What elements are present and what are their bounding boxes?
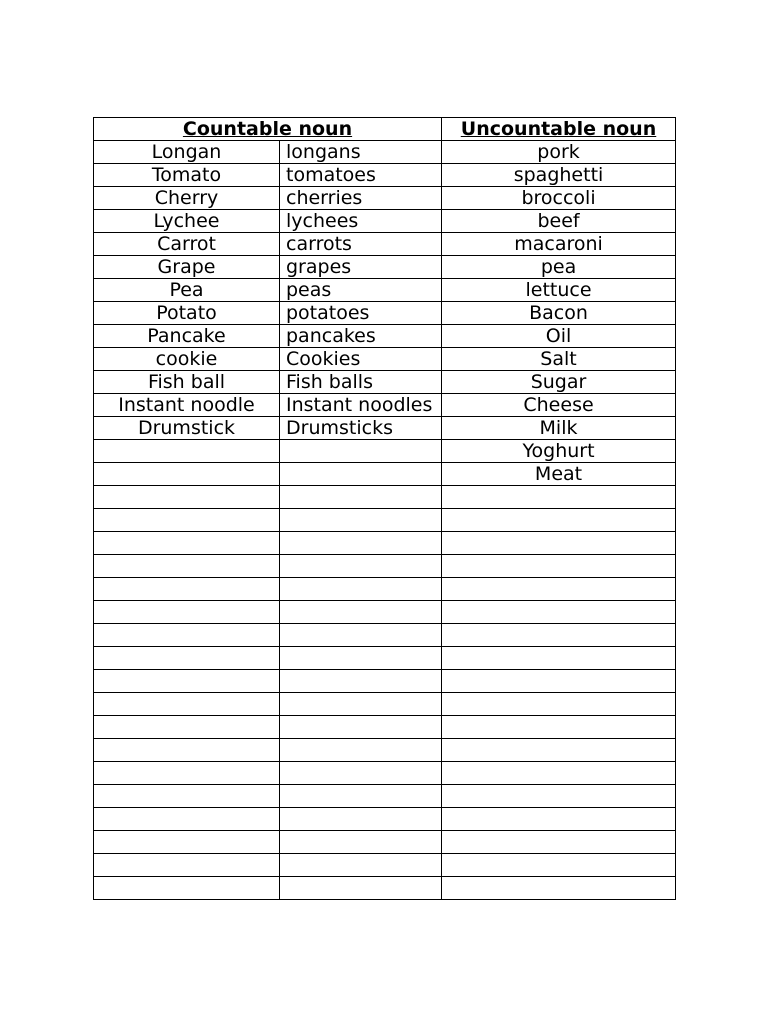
singular-cell: Cherry (94, 187, 280, 210)
uncountable-cell (442, 716, 676, 739)
plural-cell (280, 716, 442, 739)
plural-cell (280, 831, 442, 854)
uncountable-cell: Yoghurt (442, 440, 676, 463)
table-row (94, 417, 676, 440)
table-row (94, 601, 676, 624)
plural-cell (280, 440, 442, 463)
plural-cell (280, 463, 442, 486)
table-row (94, 578, 676, 601)
table-row (94, 348, 676, 371)
table-row (94, 785, 676, 808)
plural-cell (280, 647, 442, 670)
uncountable-cell: macaroni (442, 233, 676, 256)
uncountable-cell (442, 808, 676, 831)
table-row (94, 256, 676, 279)
table-row (94, 831, 676, 854)
uncountable-cell: pea (442, 256, 676, 279)
uncountable-cell: broccoli (442, 187, 676, 210)
uncountable-cell (442, 854, 676, 877)
uncountable-cell (442, 693, 676, 716)
uncountable-cell (442, 739, 676, 762)
plural-cell (280, 578, 442, 601)
uncountable-cell: Cheese (442, 394, 676, 417)
table-row (94, 739, 676, 762)
table-row (94, 302, 676, 325)
uncountable-cell: beef (442, 210, 676, 233)
uncountable-cell: Bacon (442, 302, 676, 325)
singular-cell (94, 578, 280, 601)
uncountable-cell (442, 601, 676, 624)
singular-cell: Lychee (94, 210, 280, 233)
singular-cell: Longan (94, 141, 280, 164)
table-header (94, 118, 676, 141)
uncountable-cell (442, 578, 676, 601)
plural-cell (280, 808, 442, 831)
uncountable-cell (442, 831, 676, 854)
singular-cell (94, 670, 280, 693)
singular-cell: Potato (94, 302, 280, 325)
table-row (94, 624, 676, 647)
singular-cell (94, 601, 280, 624)
plural-cell: carrots (280, 233, 442, 256)
uncountable-cell (442, 555, 676, 578)
singular-cell (94, 624, 280, 647)
table-row (94, 486, 676, 509)
plural-cell (280, 601, 442, 624)
plural-cell: longans (280, 141, 442, 164)
plural-cell: grapes (280, 256, 442, 279)
singular-cell: Fish ball (94, 371, 280, 394)
table-row (94, 371, 676, 394)
table-row (94, 279, 676, 302)
uncountable-cell (442, 486, 676, 509)
table-row (94, 210, 676, 233)
table-row (94, 509, 676, 532)
plural-cell (280, 739, 442, 762)
singular-cell: Pea (94, 279, 280, 302)
table-row (94, 532, 676, 555)
table-row (94, 325, 676, 348)
plural-cell (280, 670, 442, 693)
singular-cell: Grape (94, 256, 280, 279)
singular-cell (94, 854, 280, 877)
plural-cell (280, 532, 442, 555)
singular-cell (94, 877, 280, 900)
plural-cell: cherries (280, 187, 442, 210)
singular-cell (94, 693, 280, 716)
uncountable-cell (442, 532, 676, 555)
plural-cell: lychees (280, 210, 442, 233)
table-row (94, 440, 676, 463)
table-row (94, 647, 676, 670)
uncountable-noun-header: Uncountable noun (442, 118, 676, 141)
singular-cell (94, 808, 280, 831)
singular-cell (94, 762, 280, 785)
singular-cell (94, 486, 280, 509)
uncountable-cell (442, 762, 676, 785)
uncountable-cell: Milk (442, 417, 676, 440)
plural-cell: peas (280, 279, 442, 302)
table-row (94, 877, 676, 900)
singular-cell (94, 532, 280, 555)
singular-cell: Pancake (94, 325, 280, 348)
singular-cell (94, 716, 280, 739)
table-row (94, 555, 676, 578)
uncountable-cell (442, 647, 676, 670)
singular-cell (94, 831, 280, 854)
plural-cell (280, 693, 442, 716)
countable-noun-header: Countable noun (94, 118, 442, 141)
header-row (94, 118, 676, 141)
plural-cell (280, 486, 442, 509)
plural-cell: Fish balls (280, 371, 442, 394)
plural-cell (280, 877, 442, 900)
singular-cell: Carrot (94, 233, 280, 256)
plural-cell (280, 854, 442, 877)
uncountable-cell (442, 624, 676, 647)
singular-cell (94, 647, 280, 670)
uncountable-cell: pork (442, 141, 676, 164)
table-row (94, 141, 676, 164)
uncountable-cell: spaghetti (442, 164, 676, 187)
table-row (94, 762, 676, 785)
table-row (94, 233, 676, 256)
plural-cell: potatoes (280, 302, 442, 325)
singular-cell (94, 785, 280, 808)
singular-cell: Instant noodle (94, 394, 280, 417)
plural-cell (280, 509, 442, 532)
singular-cell: cookie (94, 348, 280, 371)
plural-cell (280, 785, 442, 808)
singular-cell (94, 555, 280, 578)
table-row (94, 187, 676, 210)
plural-cell: Instant noodles (280, 394, 442, 417)
uncountable-cell (442, 509, 676, 532)
noun-table (93, 117, 676, 900)
singular-cell: Drumstick (94, 417, 280, 440)
singular-cell (94, 440, 280, 463)
plural-cell (280, 555, 442, 578)
table-body (94, 141, 676, 900)
singular-cell: Tomato (94, 164, 280, 187)
uncountable-cell: Oil (442, 325, 676, 348)
singular-cell (94, 463, 280, 486)
singular-cell (94, 739, 280, 762)
plural-cell: pancakes (280, 325, 442, 348)
table-row (94, 854, 676, 877)
plural-cell (280, 762, 442, 785)
table-row (94, 808, 676, 831)
uncountable-cell (442, 785, 676, 808)
uncountable-cell: Meat (442, 463, 676, 486)
uncountable-cell: Salt (442, 348, 676, 371)
table-row (94, 670, 676, 693)
uncountable-cell: lettuce (442, 279, 676, 302)
table-row (94, 463, 676, 486)
table-row (94, 164, 676, 187)
plural-cell: tomatoes (280, 164, 442, 187)
table-row (94, 693, 676, 716)
plural-cell: Cookies (280, 348, 442, 371)
table-row (94, 394, 676, 417)
uncountable-cell: Sugar (442, 371, 676, 394)
plural-cell: Drumsticks (280, 417, 442, 440)
singular-cell (94, 509, 280, 532)
plural-cell (280, 624, 442, 647)
uncountable-cell (442, 670, 676, 693)
uncountable-cell (442, 877, 676, 900)
table-row (94, 716, 676, 739)
